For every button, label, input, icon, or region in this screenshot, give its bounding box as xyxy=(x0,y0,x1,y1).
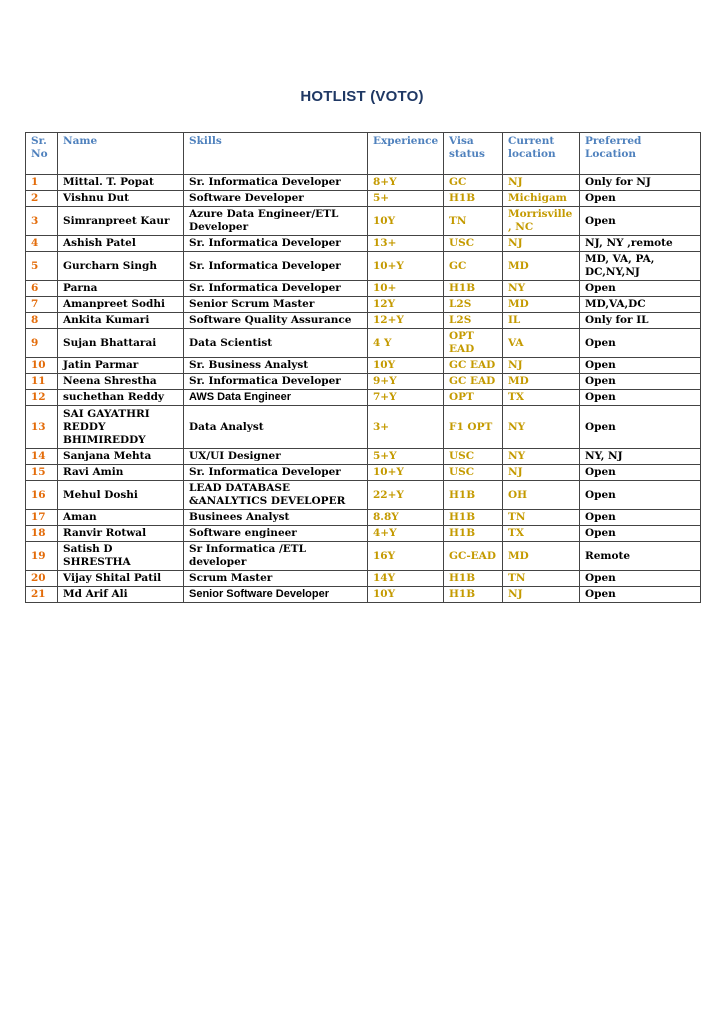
cell-visa-status: F1 OPT xyxy=(444,406,503,449)
cell-current-location: MD xyxy=(503,542,580,571)
cell-preferred-location: Open xyxy=(580,510,701,526)
cell-name: Amanpreet Sodhi xyxy=(58,297,184,313)
cell-visa-status: OPT xyxy=(444,390,503,406)
cell-preferred-location: Open xyxy=(580,465,701,481)
table-row xyxy=(26,313,701,329)
cell-visa-status: USC xyxy=(444,465,503,481)
cell-visa-status: L2S xyxy=(444,297,503,313)
cell-skills: Data Analyst xyxy=(184,406,368,449)
cell-skills: Data Scientist xyxy=(184,329,368,358)
cell-current-location: OH xyxy=(503,481,580,510)
cell-sr-no: 4 xyxy=(26,236,58,252)
cell-name: suchethan Reddy xyxy=(58,390,184,406)
cell-sr-no: 12 xyxy=(26,390,58,406)
cell-experience: 12Y xyxy=(368,297,444,313)
cell-preferred-location: Open xyxy=(580,358,701,374)
cell-experience: 5+Y xyxy=(368,449,444,465)
table-row xyxy=(26,587,701,603)
table-row xyxy=(26,358,701,374)
cell-experience: 22+Y xyxy=(368,481,444,510)
cell-name: Sujan Bhattarai xyxy=(58,329,184,358)
cell-current-location: VA xyxy=(503,329,580,358)
table-row xyxy=(26,236,701,252)
cell-sr-no: 8 xyxy=(26,313,58,329)
cell-name: Satish D SHRESTHA xyxy=(58,542,184,571)
table-row xyxy=(26,175,701,191)
cell-preferred-location: Open xyxy=(580,481,701,510)
cell-experience: 10+ xyxy=(368,281,444,297)
cell-name: Gurcharn Singh xyxy=(58,252,184,281)
column-header-experience: Experience xyxy=(368,133,444,175)
cell-sr-no: 5 xyxy=(26,252,58,281)
hotlist-table xyxy=(25,132,701,603)
cell-sr-no: 16 xyxy=(26,481,58,510)
cell-name: Ranvir Rotwal xyxy=(58,526,184,542)
cell-preferred-location: Open xyxy=(580,406,701,449)
cell-name: Jatin Parmar xyxy=(58,358,184,374)
cell-skills: UX/UI Designer xyxy=(184,449,368,465)
cell-experience: 13+ xyxy=(368,236,444,252)
cell-sr-no: 17 xyxy=(26,510,58,526)
cell-sr-no: 21 xyxy=(26,587,58,603)
column-header-visa-status: Visa status xyxy=(444,133,503,175)
cell-preferred-location: Open xyxy=(580,587,701,603)
table-header-row xyxy=(26,133,701,175)
cell-experience: 16Y xyxy=(368,542,444,571)
column-header-current-location: Current location xyxy=(503,133,580,175)
cell-preferred-location: Open xyxy=(580,329,701,358)
cell-current-location: MD xyxy=(503,374,580,390)
cell-experience: 12+Y xyxy=(368,313,444,329)
cell-experience: 9+Y xyxy=(368,374,444,390)
cell-current-location: NY xyxy=(503,281,580,297)
cell-current-location: IL xyxy=(503,313,580,329)
cell-name: Sanjana Mehta xyxy=(58,449,184,465)
column-header-preferred-location: Preferred Location xyxy=(580,133,701,175)
cell-experience: 10+Y xyxy=(368,465,444,481)
table-row xyxy=(26,374,701,390)
cell-skills: Sr. Business Analyst xyxy=(184,358,368,374)
cell-preferred-location: Only for NJ xyxy=(580,175,701,191)
cell-preferred-location: MD,VA,DC xyxy=(580,297,701,313)
table-row xyxy=(26,449,701,465)
cell-visa-status: USC xyxy=(444,449,503,465)
cell-sr-no: 9 xyxy=(26,329,58,358)
table-row xyxy=(26,329,701,358)
cell-skills: Sr. Informatica Developer xyxy=(184,465,368,481)
cell-preferred-location: Only for IL xyxy=(580,313,701,329)
cell-visa-status: H1B xyxy=(444,526,503,542)
cell-experience: 10Y xyxy=(368,587,444,603)
cell-visa-status: USC xyxy=(444,236,503,252)
cell-visa-status: GC xyxy=(444,252,503,281)
column-header-name: Name xyxy=(58,133,184,175)
cell-preferred-location: Open xyxy=(580,526,701,542)
cell-visa-status: H1B xyxy=(444,571,503,587)
cell-current-location: NJ xyxy=(503,587,580,603)
cell-current-location: TN xyxy=(503,571,580,587)
cell-current-location: MD xyxy=(503,297,580,313)
cell-sr-no: 19 xyxy=(26,542,58,571)
cell-current-location: TN xyxy=(503,510,580,526)
table-row xyxy=(26,252,701,281)
table-row xyxy=(26,526,701,542)
cell-current-location: NY xyxy=(503,449,580,465)
cell-experience: 8+Y xyxy=(368,175,444,191)
cell-name: Md Arif Ali xyxy=(58,587,184,603)
page-title: HOTLIST (VOTO) xyxy=(300,88,424,105)
cell-name: Ankita Kumari xyxy=(58,313,184,329)
cell-sr-no: 7 xyxy=(26,297,58,313)
column-header-sr-no: Sr. No xyxy=(26,133,58,175)
cell-experience: 10Y xyxy=(368,358,444,374)
cell-skills: Senior Software Developer xyxy=(184,587,368,603)
cell-skills: Sr. Informatica Developer xyxy=(184,374,368,390)
cell-skills: Software Quality Assurance xyxy=(184,313,368,329)
table-row xyxy=(26,406,701,449)
cell-experience: 5+ xyxy=(368,191,444,207)
table-row xyxy=(26,390,701,406)
cell-preferred-location: Open xyxy=(580,281,701,297)
cell-skills: Sr. Informatica Developer xyxy=(184,236,368,252)
column-header-skills: Skills xyxy=(184,133,368,175)
cell-current-location: NJ xyxy=(503,175,580,191)
cell-experience: 3+ xyxy=(368,406,444,449)
table-row xyxy=(26,542,701,571)
cell-experience: 10+Y xyxy=(368,252,444,281)
cell-experience: 10Y xyxy=(368,207,444,236)
cell-visa-status: H1B xyxy=(444,587,503,603)
cell-experience: 4+Y xyxy=(368,526,444,542)
table-body xyxy=(26,175,701,603)
cell-sr-no: 18 xyxy=(26,526,58,542)
table-row xyxy=(26,297,701,313)
cell-experience: 14Y xyxy=(368,571,444,587)
cell-sr-no: 3 xyxy=(26,207,58,236)
cell-name: Mehul Doshi xyxy=(58,481,184,510)
cell-name: Simranpreet Kaur xyxy=(58,207,184,236)
cell-skills: LEAD DATABASE &ANALYTICS DEVELOPER xyxy=(184,481,368,510)
cell-visa-status: OPT EAD xyxy=(444,329,503,358)
cell-preferred-location: NJ, NY ,remote xyxy=(580,236,701,252)
cell-name: Vijay Shital Patil xyxy=(58,571,184,587)
table-row xyxy=(26,481,701,510)
cell-name: Vishnu Dut xyxy=(58,191,184,207)
cell-skills: Businees Analyst xyxy=(184,510,368,526)
cell-skills: Sr Informatica /ETL developer xyxy=(184,542,368,571)
cell-visa-status: GC EAD xyxy=(444,374,503,390)
cell-name: Parna xyxy=(58,281,184,297)
table-row xyxy=(26,191,701,207)
cell-current-location: NJ xyxy=(503,358,580,374)
cell-visa-status: TN xyxy=(444,207,503,236)
cell-sr-no: 15 xyxy=(26,465,58,481)
cell-name: Neena Shrestha xyxy=(58,374,184,390)
cell-skills: Scrum Master xyxy=(184,571,368,587)
table-row xyxy=(26,465,701,481)
cell-sr-no: 11 xyxy=(26,374,58,390)
cell-visa-status: H1B xyxy=(444,281,503,297)
cell-name: Ashish Patel xyxy=(58,236,184,252)
cell-sr-no: 1 xyxy=(26,175,58,191)
cell-sr-no: 13 xyxy=(26,406,58,449)
cell-skills: Sr. Informatica Developer xyxy=(184,281,368,297)
cell-preferred-location: Open xyxy=(580,571,701,587)
cell-skills: Software Developer xyxy=(184,191,368,207)
cell-visa-status: GC xyxy=(444,175,503,191)
table-row xyxy=(26,510,701,526)
cell-current-location: Michigam xyxy=(503,191,580,207)
table-row xyxy=(26,281,701,297)
cell-skills: Sr. Informatica Developer xyxy=(184,252,368,281)
cell-skills: Senior Scrum Master xyxy=(184,297,368,313)
cell-preferred-location: Open xyxy=(580,374,701,390)
cell-sr-no: 10 xyxy=(26,358,58,374)
cell-current-location: TX xyxy=(503,390,580,406)
cell-current-location: NY xyxy=(503,406,580,449)
cell-visa-status: GC-EAD xyxy=(444,542,503,571)
cell-preferred-location: MD, VA, PA, DC,NY,NJ xyxy=(580,252,701,281)
cell-name: Ravi Amin xyxy=(58,465,184,481)
cell-current-location: TX xyxy=(503,526,580,542)
cell-preferred-location: Open xyxy=(580,191,701,207)
cell-experience: 8.8Y xyxy=(368,510,444,526)
cell-visa-status: H1B xyxy=(444,481,503,510)
cell-preferred-location: Remote xyxy=(580,542,701,571)
cell-sr-no: 2 xyxy=(26,191,58,207)
cell-visa-status: H1B xyxy=(444,510,503,526)
cell-skills: Software engineer xyxy=(184,526,368,542)
table-row xyxy=(26,207,701,236)
cell-current-location: NJ xyxy=(503,236,580,252)
cell-experience: 4 Y xyxy=(368,329,444,358)
cell-name: Mittal. T. Popat xyxy=(58,175,184,191)
cell-sr-no: 14 xyxy=(26,449,58,465)
cell-visa-status: H1B xyxy=(444,191,503,207)
cell-sr-no: 20 xyxy=(26,571,58,587)
cell-current-location: NJ xyxy=(503,465,580,481)
cell-experience: 7+Y xyxy=(368,390,444,406)
cell-preferred-location: Open xyxy=(580,390,701,406)
cell-current-location: MD xyxy=(503,252,580,281)
cell-visa-status: L2S xyxy=(444,313,503,329)
cell-name: Aman xyxy=(58,510,184,526)
cell-preferred-location: NY, NJ xyxy=(580,449,701,465)
table-row xyxy=(26,571,701,587)
cell-visa-status: GC EAD xyxy=(444,358,503,374)
cell-current-location: Morrisville , NC xyxy=(503,207,580,236)
cell-name: SAI GAYATHRI REDDY BHIMIREDDY xyxy=(58,406,184,449)
cell-skills: Azure Data Engineer/ETL Developer xyxy=(184,207,368,236)
cell-preferred-location: Open xyxy=(580,207,701,236)
cell-skills: AWS Data Engineer xyxy=(184,390,368,406)
cell-skills: Sr. Informatica Developer xyxy=(184,175,368,191)
cell-sr-no: 6 xyxy=(26,281,58,297)
